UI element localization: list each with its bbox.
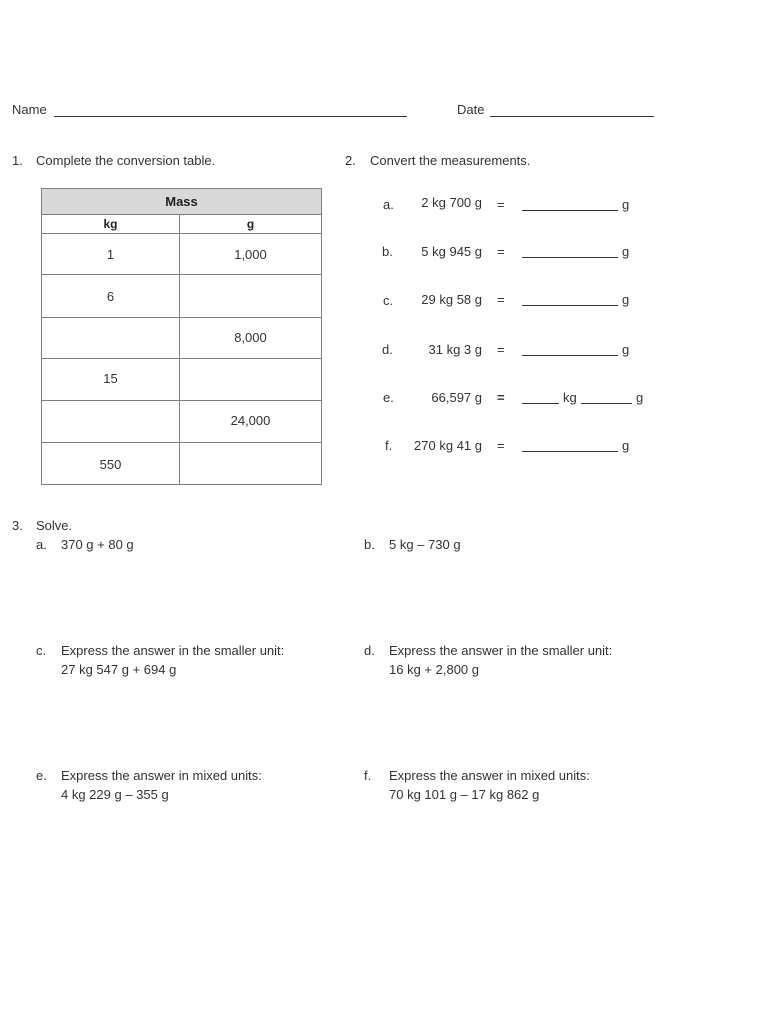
- item-instruction: Express the answer in the smaller unit:: [61, 643, 285, 658]
- item-letter: d.: [382, 342, 393, 357]
- answer-blank[interactable]: [522, 355, 618, 356]
- item-letter: f.: [364, 768, 372, 783]
- equals-sign: =: [497, 342, 505, 357]
- item-problem: 4 kg 229 g – 355 g: [61, 787, 169, 802]
- name-field[interactable]: [54, 116, 407, 117]
- item-expression: 5 kg 945 g: [421, 244, 482, 259]
- item-letter: d.: [364, 643, 375, 658]
- q2-prompt: Convert the measurements.: [370, 153, 531, 168]
- q1-prompt: Complete the conversion table.: [36, 153, 216, 168]
- equals-sign: =: [497, 244, 505, 259]
- item-letter: b.: [382, 244, 393, 259]
- kg-answer-blank[interactable]: [522, 403, 559, 404]
- equals-sign: =: [497, 438, 505, 453]
- item-letter: b.: [364, 537, 375, 552]
- table-row: [42, 275, 322, 318]
- cell-g[interactable]: 1,000: [180, 234, 322, 275]
- table-title: Mass: [42, 189, 322, 215]
- item-instruction: Express the answer in the smaller unit:: [389, 643, 613, 658]
- table-row: [42, 401, 322, 443]
- unit-label-kg: kg: [563, 390, 577, 405]
- item-expression: 31 kg 3 g: [428, 342, 482, 357]
- conversion-table: [41, 188, 322, 485]
- item-expression: 29 kg 58 g: [421, 292, 482, 307]
- item-letter: a.: [383, 197, 394, 212]
- table-row: [42, 318, 322, 359]
- unit-label: g: [622, 292, 630, 307]
- q2-number: 2.: [345, 153, 356, 168]
- col-header-g: g: [180, 215, 322, 234]
- cell-kg[interactable]: 1: [42, 234, 180, 275]
- equals-sign: =: [497, 197, 505, 212]
- equals-sign: =: [497, 390, 505, 405]
- col-header-kg: kg: [42, 215, 180, 234]
- item-expression: 270 kg 41 g: [414, 438, 482, 453]
- cell-g[interactable]: 8,000: [180, 318, 322, 359]
- date-label: Date: [457, 102, 485, 117]
- item-letter: a.: [36, 537, 47, 552]
- answer-blank[interactable]: [522, 210, 618, 211]
- cell-g[interactable]: [180, 359, 322, 401]
- item-problem: 16 kg + 2,800 g: [389, 662, 479, 677]
- q3-prompt: Solve.: [36, 518, 73, 533]
- answer-blank[interactable]: [522, 257, 618, 258]
- cell-kg[interactable]: 15: [42, 359, 180, 401]
- name-label: Name: [12, 102, 47, 117]
- table-row: [42, 234, 322, 275]
- item-letter: e.: [383, 390, 394, 405]
- item-problem: 370 g + 80 g: [61, 537, 134, 552]
- item-instruction: Express the answer in mixed units:: [389, 768, 590, 783]
- unit-label-g: g: [636, 390, 644, 405]
- item-letter: c.: [36, 643, 47, 658]
- item-problem: 27 kg 547 g + 694 g: [61, 662, 177, 677]
- item-problem: 5 kg – 730 g: [389, 537, 461, 552]
- table-row: [42, 443, 322, 485]
- g-answer-blank[interactable]: [581, 403, 632, 404]
- q3-number: 3.: [12, 518, 23, 533]
- unit-label: g: [622, 244, 630, 259]
- cell-kg[interactable]: 6: [42, 275, 180, 318]
- answer-blank[interactable]: [522, 305, 618, 306]
- cell-kg[interactable]: [42, 401, 180, 443]
- item-letter: e.: [36, 768, 47, 783]
- q1-number: 1.: [12, 153, 23, 168]
- cell-g[interactable]: [180, 275, 322, 318]
- unit-label: g: [622, 197, 630, 212]
- item-letter: f.: [385, 438, 393, 453]
- cell-g[interactable]: [180, 443, 322, 485]
- cell-kg[interactable]: [42, 318, 180, 359]
- table-row: [42, 359, 322, 401]
- item-letter: c.: [383, 293, 394, 308]
- unit-label: g: [622, 342, 630, 357]
- item-instruction: Express the answer in mixed units:: [61, 768, 262, 783]
- answer-blank[interactable]: [522, 451, 618, 452]
- date-field[interactable]: [490, 116, 654, 117]
- equals-sign: =: [497, 292, 505, 307]
- item-expression: 2 kg 700 g: [421, 195, 482, 210]
- unit-label: g: [622, 438, 630, 453]
- cell-kg[interactable]: 550: [42, 443, 180, 485]
- item-expression: 66,597 g: [431, 390, 482, 405]
- cell-g[interactable]: 24,000: [180, 401, 322, 443]
- item-problem: 70 kg 101 g – 17 kg 862 g: [389, 787, 540, 802]
